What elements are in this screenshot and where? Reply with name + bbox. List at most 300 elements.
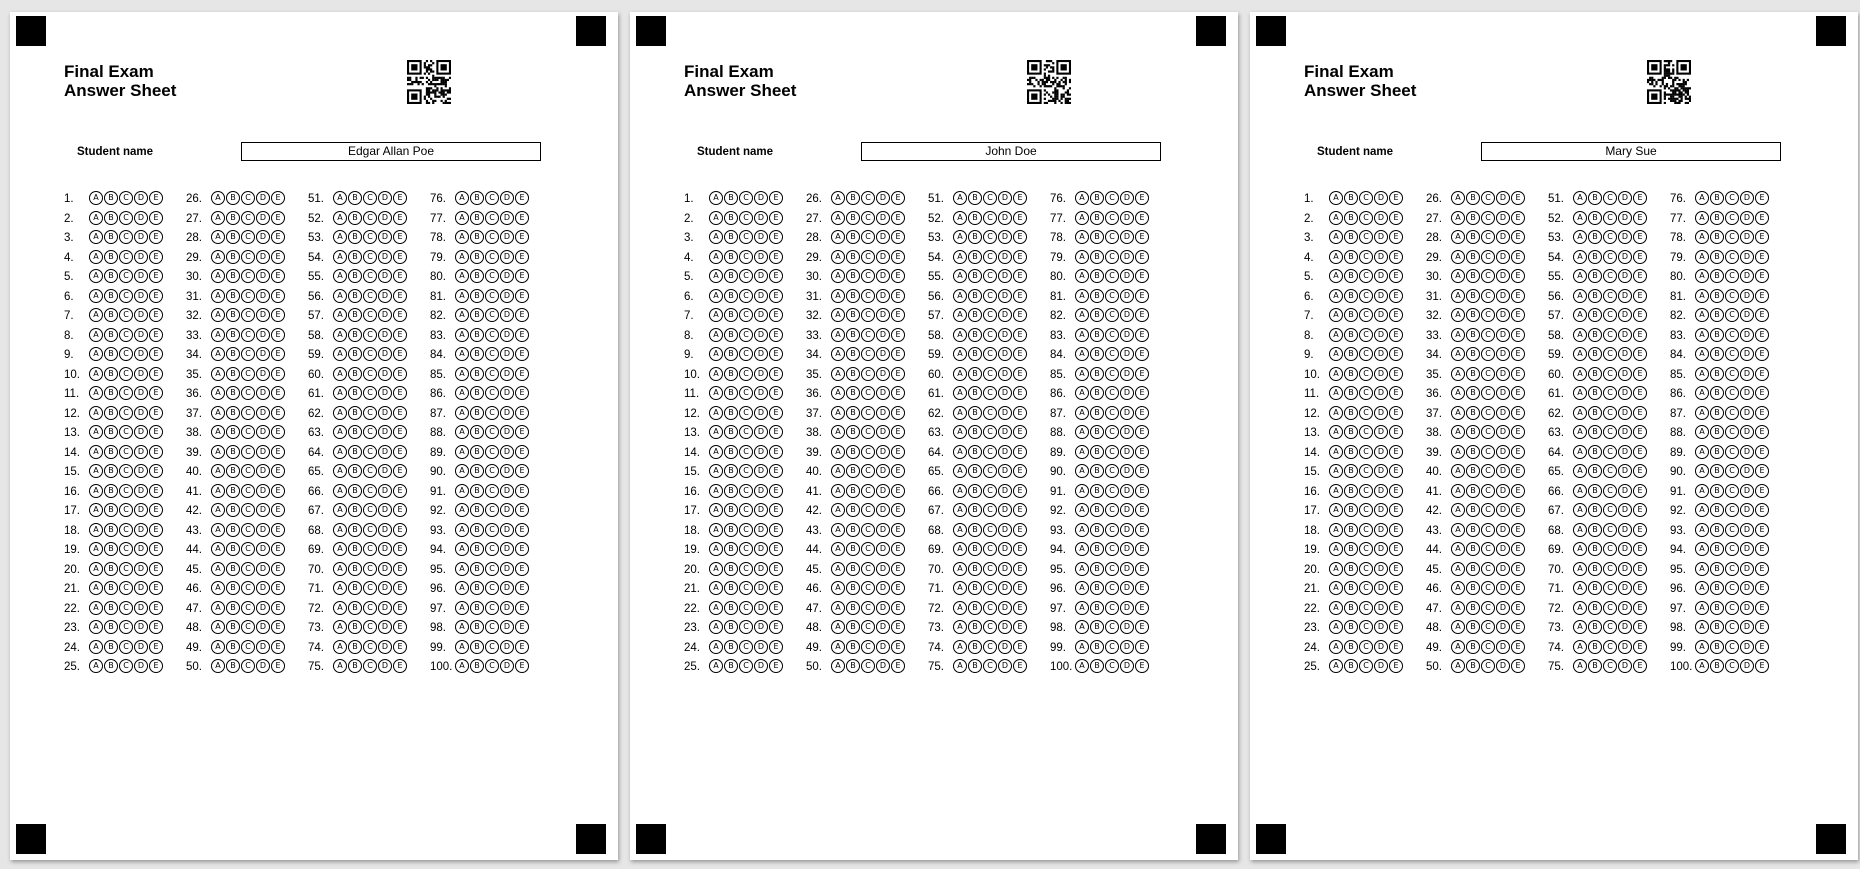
- answer-bubble-e[interactable]: E: [393, 445, 407, 459]
- answer-bubble-c[interactable]: C: [1603, 269, 1617, 283]
- answer-bubble-b[interactable]: B: [470, 640, 484, 654]
- answer-bubble-e[interactable]: E: [515, 659, 529, 673]
- answer-bubble-a[interactable]: A: [709, 250, 723, 264]
- answer-bubble-d[interactable]: D: [500, 425, 514, 439]
- answer-bubble-d[interactable]: D: [1740, 250, 1754, 264]
- answer-bubble-d[interactable]: D: [754, 425, 768, 439]
- answer-bubble-b[interactable]: B: [348, 250, 362, 264]
- answer-bubble-b[interactable]: B: [226, 328, 240, 342]
- answer-bubble-d[interactable]: D: [1496, 445, 1510, 459]
- answer-bubble-e[interactable]: E: [1389, 269, 1403, 283]
- answer-bubble-e[interactable]: E: [1389, 464, 1403, 478]
- answer-bubble-e[interactable]: E: [1511, 386, 1525, 400]
- answer-bubble-c[interactable]: C: [119, 328, 133, 342]
- answer-bubble-a[interactable]: A: [1573, 191, 1587, 205]
- answer-bubble-e[interactable]: E: [1755, 484, 1769, 498]
- answer-bubble-e[interactable]: E: [1013, 230, 1027, 244]
- answer-bubble-a[interactable]: A: [1075, 659, 1089, 673]
- answer-bubble-b[interactable]: B: [348, 659, 362, 673]
- answer-bubble-c[interactable]: C: [1481, 347, 1495, 361]
- answer-bubble-d[interactable]: D: [256, 250, 270, 264]
- answer-bubble-b[interactable]: B: [1588, 523, 1602, 537]
- answer-bubble-b[interactable]: B: [104, 269, 118, 283]
- answer-bubble-a[interactable]: A: [455, 269, 469, 283]
- answer-bubble-b[interactable]: B: [1588, 581, 1602, 595]
- answer-bubble-c[interactable]: C: [1481, 367, 1495, 381]
- answer-bubble-a[interactable]: A: [333, 308, 347, 322]
- answer-bubble-e[interactable]: E: [769, 425, 783, 439]
- answer-bubble-c[interactable]: C: [1603, 425, 1617, 439]
- answer-bubble-c[interactable]: C: [1603, 191, 1617, 205]
- answer-bubble-b[interactable]: B: [1710, 250, 1724, 264]
- answer-bubble-e[interactable]: E: [1013, 308, 1027, 322]
- answer-bubble-a[interactable]: A: [831, 542, 845, 556]
- answer-bubble-d[interactable]: D: [256, 347, 270, 361]
- answer-bubble-b[interactable]: B: [1466, 269, 1480, 283]
- answer-bubble-e[interactable]: E: [1135, 347, 1149, 361]
- answer-bubble-d[interactable]: D: [1740, 601, 1754, 615]
- answer-bubble-a[interactable]: A: [831, 601, 845, 615]
- answer-bubble-c[interactable]: C: [1481, 289, 1495, 303]
- answer-bubble-d[interactable]: D: [754, 289, 768, 303]
- answer-bubble-c[interactable]: C: [739, 640, 753, 654]
- answer-bubble-e[interactable]: E: [393, 659, 407, 673]
- answer-bubble-a[interactable]: A: [709, 523, 723, 537]
- answer-bubble-d[interactable]: D: [1120, 211, 1134, 225]
- answer-bubble-a[interactable]: A: [1329, 464, 1343, 478]
- answer-bubble-b[interactable]: B: [104, 308, 118, 322]
- answer-bubble-d[interactable]: D: [1618, 425, 1632, 439]
- answer-bubble-d[interactable]: D: [998, 425, 1012, 439]
- answer-bubble-b[interactable]: B: [968, 562, 982, 576]
- answer-bubble-c[interactable]: C: [1481, 425, 1495, 439]
- answer-bubble-c[interactable]: C: [119, 523, 133, 537]
- answer-bubble-a[interactable]: A: [211, 503, 225, 517]
- answer-bubble-c[interactable]: C: [983, 328, 997, 342]
- answer-bubble-b[interactable]: B: [1588, 230, 1602, 244]
- answer-bubble-d[interactable]: D: [1120, 347, 1134, 361]
- answer-bubble-a[interactable]: A: [333, 230, 347, 244]
- answer-bubble-e[interactable]: E: [271, 503, 285, 517]
- answer-bubble-c[interactable]: C: [241, 503, 255, 517]
- answer-bubble-e[interactable]: E: [1755, 347, 1769, 361]
- answer-bubble-d[interactable]: D: [1374, 367, 1388, 381]
- answer-bubble-a[interactable]: A: [211, 230, 225, 244]
- answer-bubble-a[interactable]: A: [1451, 211, 1465, 225]
- answer-bubble-c[interactable]: C: [861, 659, 875, 673]
- answer-bubble-b[interactable]: B: [724, 503, 738, 517]
- answer-bubble-e[interactable]: E: [1511, 406, 1525, 420]
- answer-bubble-d[interactable]: D: [1120, 308, 1134, 322]
- answer-bubble-e[interactable]: E: [1633, 601, 1647, 615]
- answer-bubble-b[interactable]: B: [968, 289, 982, 303]
- answer-bubble-b[interactable]: B: [1466, 659, 1480, 673]
- answer-bubble-a[interactable]: A: [455, 620, 469, 634]
- answer-bubble-a[interactable]: A: [1451, 328, 1465, 342]
- answer-bubble-d[interactable]: D: [378, 191, 392, 205]
- answer-bubble-d[interactable]: D: [1740, 367, 1754, 381]
- answer-bubble-a[interactable]: A: [953, 503, 967, 517]
- answer-bubble-d[interactable]: D: [1120, 367, 1134, 381]
- answer-bubble-d[interactable]: D: [1496, 620, 1510, 634]
- answer-bubble-e[interactable]: E: [1389, 640, 1403, 654]
- answer-bubble-a[interactable]: A: [831, 523, 845, 537]
- answer-bubble-d[interactable]: D: [1618, 620, 1632, 634]
- answer-bubble-b[interactable]: B: [470, 620, 484, 634]
- answer-bubble-d[interactable]: D: [256, 445, 270, 459]
- answer-bubble-e[interactable]: E: [149, 425, 163, 439]
- answer-bubble-b[interactable]: B: [1344, 484, 1358, 498]
- answer-bubble-b[interactable]: B: [1090, 191, 1104, 205]
- answer-bubble-c[interactable]: C: [363, 640, 377, 654]
- answer-bubble-c[interactable]: C: [861, 523, 875, 537]
- answer-bubble-a[interactable]: A: [1075, 289, 1089, 303]
- answer-bubble-e[interactable]: E: [1511, 230, 1525, 244]
- answer-bubble-b[interactable]: B: [348, 542, 362, 556]
- answer-bubble-b[interactable]: B: [968, 211, 982, 225]
- answer-bubble-a[interactable]: A: [1573, 289, 1587, 303]
- answer-bubble-b[interactable]: B: [846, 523, 860, 537]
- answer-bubble-c[interactable]: C: [363, 523, 377, 537]
- answer-bubble-d[interactable]: D: [378, 640, 392, 654]
- answer-bubble-c[interactable]: C: [1105, 191, 1119, 205]
- answer-bubble-e[interactable]: E: [271, 367, 285, 381]
- answer-bubble-d[interactable]: D: [1618, 464, 1632, 478]
- student-name-field[interactable]: Mary Sue: [1481, 142, 1781, 161]
- answer-bubble-e[interactable]: E: [149, 191, 163, 205]
- answer-bubble-e[interactable]: E: [769, 620, 783, 634]
- answer-bubble-d[interactable]: D: [1740, 191, 1754, 205]
- answer-bubble-d[interactable]: D: [1618, 347, 1632, 361]
- answer-bubble-b[interactable]: B: [1588, 406, 1602, 420]
- answer-bubble-b[interactable]: B: [968, 601, 982, 615]
- answer-bubble-e[interactable]: E: [1755, 386, 1769, 400]
- answer-bubble-e[interactable]: E: [1389, 289, 1403, 303]
- answer-bubble-e[interactable]: E: [393, 328, 407, 342]
- answer-bubble-c[interactable]: C: [1359, 289, 1373, 303]
- answer-bubble-d[interactable]: D: [378, 601, 392, 615]
- answer-bubble-e[interactable]: E: [271, 581, 285, 595]
- answer-bubble-c[interactable]: C: [363, 211, 377, 225]
- answer-bubble-e[interactable]: E: [271, 523, 285, 537]
- answer-bubble-a[interactable]: A: [455, 542, 469, 556]
- answer-bubble-d[interactable]: D: [754, 347, 768, 361]
- answer-bubble-c[interactable]: C: [241, 211, 255, 225]
- answer-bubble-c[interactable]: C: [739, 484, 753, 498]
- answer-bubble-a[interactable]: A: [455, 406, 469, 420]
- answer-bubble-d[interactable]: D: [1374, 581, 1388, 595]
- answer-bubble-c[interactable]: C: [861, 620, 875, 634]
- answer-bubble-a[interactable]: A: [709, 562, 723, 576]
- answer-bubble-a[interactable]: A: [211, 601, 225, 615]
- answer-bubble-c[interactable]: C: [119, 250, 133, 264]
- answer-bubble-b[interactable]: B: [1710, 328, 1724, 342]
- answer-bubble-d[interactable]: D: [1740, 425, 1754, 439]
- answer-bubble-d[interactable]: D: [876, 562, 890, 576]
- answer-bubble-a[interactable]: A: [211, 445, 225, 459]
- answer-bubble-c[interactable]: C: [1105, 562, 1119, 576]
- answer-bubble-a[interactable]: A: [1695, 406, 1709, 420]
- answer-bubble-d[interactable]: D: [754, 250, 768, 264]
- answer-bubble-b[interactable]: B: [1710, 464, 1724, 478]
- answer-bubble-b[interactable]: B: [226, 464, 240, 478]
- answer-bubble-e[interactable]: E: [1755, 503, 1769, 517]
- answer-bubble-d[interactable]: D: [1496, 211, 1510, 225]
- answer-bubble-b[interactable]: B: [846, 191, 860, 205]
- answer-bubble-b[interactable]: B: [348, 289, 362, 303]
- answer-bubble-b[interactable]: B: [846, 230, 860, 244]
- answer-bubble-a[interactable]: A: [1451, 425, 1465, 439]
- answer-bubble-c[interactable]: C: [983, 562, 997, 576]
- answer-bubble-a[interactable]: A: [1695, 367, 1709, 381]
- answer-bubble-e[interactable]: E: [1633, 542, 1647, 556]
- answer-bubble-c[interactable]: C: [861, 581, 875, 595]
- answer-bubble-b[interactable]: B: [104, 367, 118, 381]
- answer-bubble-d[interactable]: D: [500, 250, 514, 264]
- answer-bubble-b[interactable]: B: [226, 230, 240, 244]
- answer-bubble-c[interactable]: C: [485, 445, 499, 459]
- answer-bubble-e[interactable]: E: [515, 406, 529, 420]
- answer-bubble-c[interactable]: C: [119, 269, 133, 283]
- answer-bubble-c[interactable]: C: [241, 542, 255, 556]
- answer-bubble-b[interactable]: B: [1090, 328, 1104, 342]
- answer-bubble-e[interactable]: E: [1013, 484, 1027, 498]
- answer-bubble-b[interactable]: B: [724, 620, 738, 634]
- answer-bubble-b[interactable]: B: [968, 425, 982, 439]
- answer-bubble-d[interactable]: D: [134, 191, 148, 205]
- answer-bubble-e[interactable]: E: [769, 464, 783, 478]
- answer-bubble-d[interactable]: D: [256, 191, 270, 205]
- answer-bubble-a[interactable]: A: [89, 230, 103, 244]
- answer-bubble-e[interactable]: E: [515, 269, 529, 283]
- answer-bubble-e[interactable]: E: [149, 386, 163, 400]
- answer-bubble-d[interactable]: D: [134, 484, 148, 498]
- answer-bubble-b[interactable]: B: [846, 250, 860, 264]
- answer-bubble-c[interactable]: C: [739, 503, 753, 517]
- answer-bubble-c[interactable]: C: [485, 620, 499, 634]
- answer-bubble-b[interactable]: B: [968, 464, 982, 478]
- answer-bubble-c[interactable]: C: [363, 308, 377, 322]
- answer-bubble-c[interactable]: C: [1359, 367, 1373, 381]
- answer-bubble-b[interactable]: B: [1710, 620, 1724, 634]
- answer-bubble-a[interactable]: A: [1695, 464, 1709, 478]
- answer-bubble-a[interactable]: A: [89, 191, 103, 205]
- answer-bubble-a[interactable]: A: [1075, 445, 1089, 459]
- answer-bubble-e[interactable]: E: [271, 230, 285, 244]
- answer-bubble-e[interactable]: E: [1135, 562, 1149, 576]
- answer-bubble-a[interactable]: A: [1075, 250, 1089, 264]
- answer-bubble-c[interactable]: C: [1603, 620, 1617, 634]
- answer-bubble-b[interactable]: B: [968, 250, 982, 264]
- answer-bubble-d[interactable]: D: [1740, 230, 1754, 244]
- answer-bubble-a[interactable]: A: [1573, 406, 1587, 420]
- answer-bubble-e[interactable]: E: [1755, 328, 1769, 342]
- answer-bubble-a[interactable]: A: [831, 659, 845, 673]
- answer-bubble-e[interactable]: E: [1633, 269, 1647, 283]
- answer-bubble-d[interactable]: D: [876, 269, 890, 283]
- answer-bubble-d[interactable]: D: [1374, 406, 1388, 420]
- answer-bubble-b[interactable]: B: [846, 406, 860, 420]
- answer-bubble-b[interactable]: B: [724, 367, 738, 381]
- answer-bubble-b[interactable]: B: [846, 562, 860, 576]
- answer-bubble-c[interactable]: C: [1725, 503, 1739, 517]
- answer-bubble-e[interactable]: E: [769, 581, 783, 595]
- answer-bubble-a[interactable]: A: [211, 347, 225, 361]
- answer-bubble-c[interactable]: C: [1481, 484, 1495, 498]
- answer-bubble-b[interactable]: B: [1090, 425, 1104, 439]
- answer-bubble-a[interactable]: A: [1075, 523, 1089, 537]
- answer-bubble-a[interactable]: A: [1451, 620, 1465, 634]
- answer-bubble-c[interactable]: C: [1725, 211, 1739, 225]
- answer-bubble-a[interactable]: A: [89, 601, 103, 615]
- answer-bubble-d[interactable]: D: [500, 191, 514, 205]
- answer-bubble-e[interactable]: E: [515, 640, 529, 654]
- answer-bubble-a[interactable]: A: [709, 640, 723, 654]
- answer-bubble-c[interactable]: C: [861, 562, 875, 576]
- answer-bubble-c[interactable]: C: [983, 406, 997, 420]
- answer-bubble-e[interactable]: E: [1013, 269, 1027, 283]
- answer-bubble-d[interactable]: D: [1374, 250, 1388, 264]
- answer-bubble-d[interactable]: D: [134, 289, 148, 303]
- answer-bubble-e[interactable]: E: [393, 601, 407, 615]
- answer-bubble-b[interactable]: B: [104, 503, 118, 517]
- answer-bubble-d[interactable]: D: [754, 503, 768, 517]
- answer-bubble-a[interactable]: A: [455, 328, 469, 342]
- answer-bubble-e[interactable]: E: [393, 191, 407, 205]
- answer-bubble-a[interactable]: A: [89, 445, 103, 459]
- answer-bubble-d[interactable]: D: [378, 250, 392, 264]
- answer-bubble-a[interactable]: A: [1695, 542, 1709, 556]
- answer-bubble-b[interactable]: B: [104, 659, 118, 673]
- answer-bubble-d[interactable]: D: [256, 484, 270, 498]
- answer-bubble-c[interactable]: C: [861, 601, 875, 615]
- answer-bubble-d[interactable]: D: [500, 367, 514, 381]
- answer-bubble-c[interactable]: C: [1725, 601, 1739, 615]
- answer-bubble-b[interactable]: B: [348, 581, 362, 595]
- answer-bubble-c[interactable]: C: [861, 328, 875, 342]
- answer-bubble-e[interactable]: E: [1755, 191, 1769, 205]
- answer-bubble-d[interactable]: D: [1740, 464, 1754, 478]
- answer-bubble-e[interactable]: E: [393, 289, 407, 303]
- answer-bubble-a[interactable]: A: [1329, 308, 1343, 322]
- answer-bubble-d[interactable]: D: [134, 425, 148, 439]
- answer-bubble-e[interactable]: E: [393, 386, 407, 400]
- answer-bubble-c[interactable]: C: [119, 542, 133, 556]
- answer-bubble-d[interactable]: D: [500, 269, 514, 283]
- answer-bubble-a[interactable]: A: [1075, 328, 1089, 342]
- answer-bubble-a[interactable]: A: [89, 620, 103, 634]
- answer-bubble-e[interactable]: E: [1389, 191, 1403, 205]
- answer-bubble-b[interactable]: B: [470, 601, 484, 615]
- answer-bubble-e[interactable]: E: [1511, 347, 1525, 361]
- answer-bubble-a[interactable]: A: [1329, 347, 1343, 361]
- answer-bubble-c[interactable]: C: [1603, 562, 1617, 576]
- answer-bubble-d[interactable]: D: [1496, 328, 1510, 342]
- answer-bubble-a[interactable]: A: [953, 269, 967, 283]
- answer-bubble-e[interactable]: E: [1633, 308, 1647, 322]
- answer-bubble-d[interactable]: D: [1120, 230, 1134, 244]
- answer-bubble-d[interactable]: D: [1618, 601, 1632, 615]
- answer-bubble-d[interactable]: D: [998, 289, 1012, 303]
- answer-bubble-b[interactable]: B: [1466, 406, 1480, 420]
- answer-bubble-c[interactable]: C: [861, 347, 875, 361]
- answer-bubble-d[interactable]: D: [500, 230, 514, 244]
- answer-bubble-c[interactable]: C: [861, 367, 875, 381]
- answer-bubble-a[interactable]: A: [1573, 425, 1587, 439]
- answer-bubble-e[interactable]: E: [149, 620, 163, 634]
- answer-bubble-a[interactable]: A: [953, 464, 967, 478]
- answer-bubble-b[interactable]: B: [1466, 347, 1480, 361]
- answer-bubble-a[interactable]: A: [1573, 562, 1587, 576]
- answer-bubble-d[interactable]: D: [134, 269, 148, 283]
- answer-bubble-d[interactable]: D: [1374, 308, 1388, 322]
- answer-bubble-a[interactable]: A: [831, 562, 845, 576]
- answer-bubble-b[interactable]: B: [470, 542, 484, 556]
- answer-bubble-a[interactable]: A: [1075, 191, 1089, 205]
- answer-bubble-d[interactable]: D: [500, 484, 514, 498]
- answer-bubble-d[interactable]: D: [378, 503, 392, 517]
- answer-bubble-c[interactable]: C: [1481, 503, 1495, 517]
- answer-bubble-d[interactable]: D: [134, 464, 148, 478]
- answer-bubble-a[interactable]: A: [455, 640, 469, 654]
- answer-bubble-c[interactable]: C: [739, 581, 753, 595]
- answer-bubble-b[interactable]: B: [846, 659, 860, 673]
- answer-bubble-e[interactable]: E: [149, 523, 163, 537]
- answer-bubble-a[interactable]: A: [89, 328, 103, 342]
- answer-bubble-c[interactable]: C: [241, 620, 255, 634]
- answer-bubble-d[interactable]: D: [754, 620, 768, 634]
- answer-bubble-d[interactable]: D: [1120, 581, 1134, 595]
- answer-bubble-d[interactable]: D: [998, 503, 1012, 517]
- answer-bubble-b[interactable]: B: [104, 406, 118, 420]
- answer-bubble-c[interactable]: C: [1105, 640, 1119, 654]
- answer-bubble-c[interactable]: C: [861, 211, 875, 225]
- answer-bubble-e[interactable]: E: [1135, 659, 1149, 673]
- answer-bubble-e[interactable]: E: [1633, 484, 1647, 498]
- answer-bubble-e[interactable]: E: [1135, 269, 1149, 283]
- answer-bubble-b[interactable]: B: [1466, 445, 1480, 459]
- answer-bubble-d[interactable]: D: [876, 191, 890, 205]
- answer-bubble-d[interactable]: D: [500, 601, 514, 615]
- answer-bubble-c[interactable]: C: [241, 659, 255, 673]
- answer-bubble-c[interactable]: C: [363, 191, 377, 205]
- answer-bubble-a[interactable]: A: [1573, 484, 1587, 498]
- answer-bubble-e[interactable]: E: [1633, 328, 1647, 342]
- answer-bubble-e[interactable]: E: [891, 503, 905, 517]
- answer-bubble-d[interactable]: D: [1740, 406, 1754, 420]
- answer-bubble-c[interactable]: C: [1359, 328, 1373, 342]
- answer-bubble-e[interactable]: E: [1511, 659, 1525, 673]
- answer-bubble-b[interactable]: B: [104, 640, 118, 654]
- answer-bubble-a[interactable]: A: [1075, 484, 1089, 498]
- answer-bubble-d[interactable]: D: [1740, 347, 1754, 361]
- answer-bubble-c[interactable]: C: [1603, 464, 1617, 478]
- answer-bubble-a[interactable]: A: [831, 425, 845, 439]
- answer-bubble-b[interactable]: B: [1344, 659, 1358, 673]
- answer-bubble-d[interactable]: D: [754, 562, 768, 576]
- answer-bubble-c[interactable]: C: [1603, 347, 1617, 361]
- answer-bubble-e[interactable]: E: [515, 484, 529, 498]
- answer-bubble-a[interactable]: A: [333, 562, 347, 576]
- answer-bubble-a[interactable]: A: [89, 347, 103, 361]
- answer-bubble-e[interactable]: E: [769, 367, 783, 381]
- answer-bubble-d[interactable]: D: [378, 484, 392, 498]
- answer-bubble-b[interactable]: B: [846, 445, 860, 459]
- answer-bubble-c[interactable]: C: [485, 562, 499, 576]
- answer-bubble-e[interactable]: E: [1511, 620, 1525, 634]
- answer-bubble-c[interactable]: C: [861, 406, 875, 420]
- answer-bubble-b[interactable]: B: [1090, 308, 1104, 322]
